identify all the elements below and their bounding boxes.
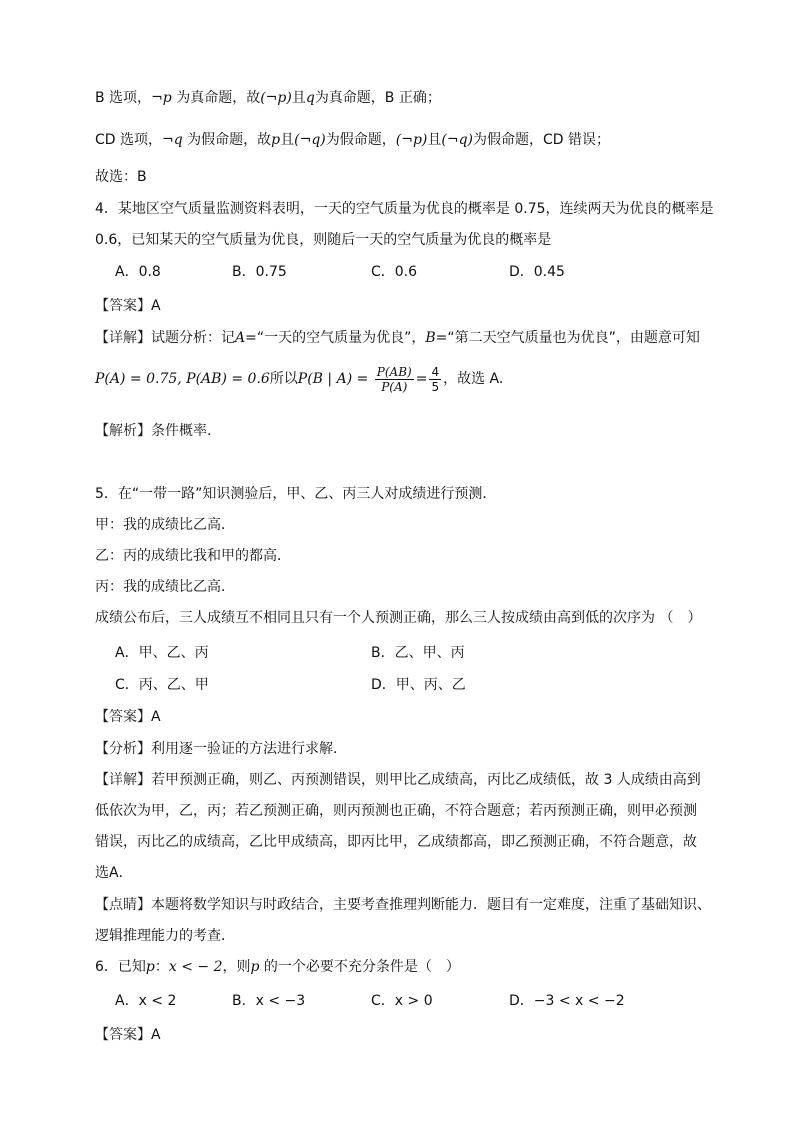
q5-comment-line-2: 逻辑推理能力的考查． — [95, 928, 235, 944]
analysis-tag: 【解析】 — [95, 423, 151, 439]
q5-stem: 5．在“一带一路”知识测验后，甲、乙、丙三人对成绩进行预测． — [95, 486, 497, 502]
answer-tag: 【答案】 — [95, 298, 151, 314]
q5-option-c: C．丙、乙、甲 — [115, 677, 209, 693]
q4-answer: 【答案】A — [95, 298, 161, 314]
q5-detail-line-1: 【详解】若甲预测正确，则乙、丙预测错误，则甲比乙成绩高，丙比乙成绩低，故 3 人成绩由高到 — [95, 772, 701, 788]
q4-stem-line-2: 0.6，已知某天的空气质量为优良，则随后一天的空气质量为优良的概率是 — [95, 232, 552, 248]
q5-detail-line-4: 选A． — [95, 865, 133, 881]
q4-option-b: B．0.75 — [232, 264, 287, 280]
q5-jia: 甲：我的成绩比乙高． — [95, 517, 235, 533]
q5-answer: 【答案】A — [95, 709, 161, 725]
fraction-4-over-5: $\frac{4}{5}$ — [431, 364, 440, 394]
q5-comment-line-1: 【点睛】本题将数学知识与时政结合，主要考查推理判断能力．题目有一定难度，注重了基础知识、 — [95, 897, 711, 913]
q4-analysis: 【解析】条件概率. — [95, 423, 212, 439]
q3-option-b-line: B 选项，¬p 为真命题，故(¬p)且q为真命题，B 正确； — [95, 90, 441, 106]
comment-tag: 【点睛】 — [95, 897, 151, 913]
detail-tag: 【详解】 — [95, 330, 151, 346]
q5-option-d: D．甲、丙、乙 — [371, 677, 466, 693]
q4-option-c: C．0.6 — [371, 264, 418, 280]
q5-detail-line-2: 低依次为甲，乙，丙；若乙预测正确，则丙预测也正确，不符合题意；若丙预测正确，则甲必预测 — [95, 803, 697, 819]
q4-option-a: A．0.8 — [115, 264, 161, 280]
analysis-tag: 【分析】 — [95, 741, 151, 757]
q4-detail-line-2: P(A) = 0.75, P(AB) = 0.6所以P(B | A) = $\frac{P(AB)}{P(A)}$ = $\frac{4}{5}$ ，故选 A. — [95, 364, 504, 394]
answer-tag: 【答案】 — [95, 1027, 151, 1043]
q6-answer: 【答案】A — [95, 1027, 161, 1043]
q3-choose: 故选：B — [95, 169, 147, 185]
detail-tag: 【详解】 — [95, 772, 151, 788]
q4-option-d: D．0.45 — [509, 264, 565, 280]
q5-option-a: A．甲、乙、丙 — [115, 645, 209, 661]
q6-option-c: C．x > 0 — [371, 993, 433, 1009]
q6-option-b: B．x < −3 — [232, 993, 306, 1009]
q6-stem: 6．已知p：x < − 2，则p 的一个必要不充分条件是（ ） — [95, 959, 460, 975]
q5-bing: 丙：我的成绩比乙高． — [95, 579, 235, 595]
q5-yi: 乙：丙的成绩比我和甲的都高． — [95, 548, 291, 564]
q5-option-b: B．乙、甲、丙 — [371, 645, 465, 661]
q6-option-a: A．x < 2 — [115, 993, 177, 1009]
q6-option-d: D．−3 < x < −2 — [509, 993, 625, 1009]
answer-tag: 【答案】 — [95, 709, 151, 725]
q4-detail-line-1: 【详解】试题分析：记A=“一天的空气质量为优良”，B=“第二天空气质量也为优良”，由题意可知 — [95, 330, 700, 346]
fraction-p-ab-over-p-a: $\frac{P(AB)}{P(A)}$ — [376, 364, 412, 394]
q4-stem-line-1: 4．某地区空气质量监测资料表明，一天的空气质量为优良的概率是 0.75，连续两天为优良的概率是 — [95, 201, 714, 217]
q3-option-cd-line: CD 选项，¬q 为假命题，故p且(¬q)为假命题，(¬p)且(¬q)为假命题，CD 错误； — [95, 132, 611, 148]
q5-analysis: 【分析】利用逐一验证的方法进行求解. — [95, 741, 338, 757]
q5-question: 成绩公布后，三人成绩互不相同且只有一个人预测正确，那么三人按成绩由高到低的次序为 （ ） — [95, 610, 702, 626]
q5-detail-line-3: 错误，丙比乙的成绩高，乙比甲成绩高，即丙比甲，乙成绩都高，即乙预测正确，不符合题意，故 — [95, 834, 697, 850]
